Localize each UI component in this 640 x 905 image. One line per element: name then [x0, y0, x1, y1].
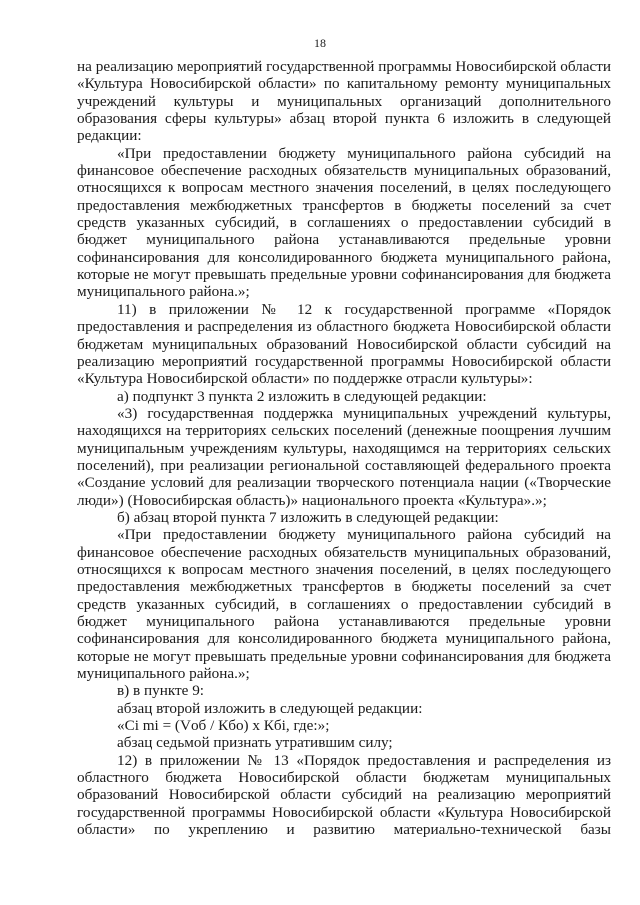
paragraph-quote-support: «3) государственная поддержка муниципальных учреждений культуры, находящихся на территориях сельских поселений (денежные поощрения лучшим муниципальным учреждениям культуры, находящимся на территориях сельских поселений), при реализации региональной составляющей федерального проекта «Создание условий для реализации творческого потенциала нации («Творческие люди») (Новосибирская область)» национального проекта «Культура».»; — [77, 404, 611, 509]
paragraph-seventh-abzac: абзац седьмой признать утратившим силу; — [117, 734, 393, 752]
paragraph-continuation: на реализацию мероприятий государственной программы Новосибирской области «Культура Новосибирской области» по капитальному ремонту муниципальных учреждений культуры и муниципальных организаций дополнительного образования сферы культуры» абзац второй пункта 6 изложить в следующей редакции: — [77, 58, 611, 145]
paragraph-item-12: 12) в приложении № 13 «Порядок предоставления и распределения из областного бюджета Новосибирской области бюджетам муниципальных образований Новосибирской области субсидий на реализацию мероприятий государственной программы Новосибирской области «Культура Новосибирской области» по укреплению и развитию материально-технической базы — [77, 751, 611, 839]
paragraph-quote-subsidies: «При предоставлении бюджету муниципального района субсидий на финансовое обеспечение расходных обязательств муниципальных образований, относящихся к вопросам местного значения поселений, в целях последующего предоставления межбюджетных трансфертов в бюджеты поселений за счет средств указанных субсидий, в соглашениях о предоставлении субсидий в бюджет муниципального района устанавливаются предельные уровни софинансирования для консолидированного бюджета муниципального района, которые не могут превышать предельные уровни софинансирования для бюджета муниципального района.»; — [77, 144, 611, 301]
paragraph-subitem-a: а) подпункт 3 пункта 2 изложить в следующей редакции: — [117, 387, 487, 405]
paragraph-subitem-b: б) абзац второй пункта 7 изложить в следующей редакции: — [117, 508, 499, 526]
paragraph-second-abzac: абзац второй изложить в следующей редакции: — [117, 699, 423, 717]
document-body — [77, 58, 611, 838]
paragraph-formula: «Ci mi = (Vоб / Кбо) х Кбi, где:»; — [117, 717, 330, 735]
paragraph-quote-subsidies-2: «При предоставлении бюджету муниципального района субсидий на финансовое обеспечение расходных обязательств муниципальных образований, относящихся к вопросам местного значения поселений, в целях последующего предоставления межбюджетных трансфертов в бюджеты поселений за счет средств указанных субсидий, в соглашениях о предоставлении субсидий в бюджет муниципального района устанавливаются предельные уровни софинансирования для консолидированного бюджета муниципального района, которые не могут превышать предельные уровни софинансирования для бюджета муниципального района.»; — [77, 526, 611, 683]
page-number: 18 — [314, 36, 326, 50]
paragraph-item-11: 11) в приложении № 12 к государственной программе «Порядок предоставления и распределения из областного бюджета Новосибирской области бюджетам муниципальных образований Новосибирской области субсидий на реализацию мероприятий государственной программы Новосибирской области «Культура Новосибирской области» по поддержке отрасли культуры»: — [77, 300, 611, 388]
paragraph-subitem-v: в) в пункте 9: — [117, 682, 205, 700]
